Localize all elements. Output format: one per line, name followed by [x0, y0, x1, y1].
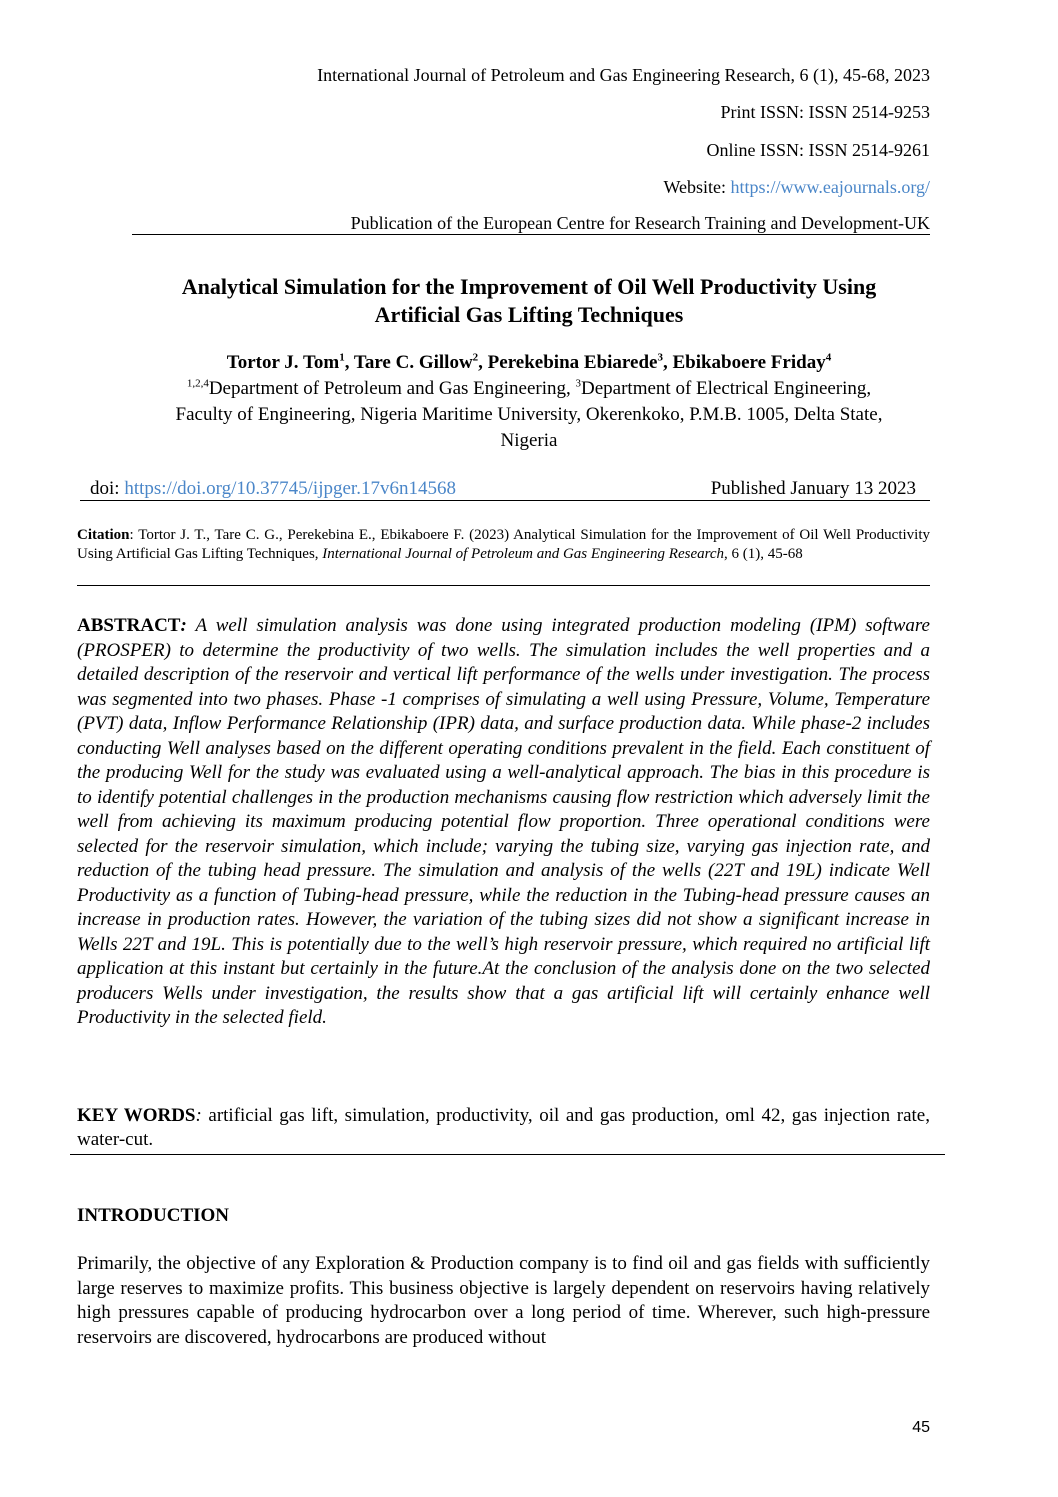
keywords-label: KEY WORDS — [77, 1105, 196, 1126]
affil-dept-petroleum: Department of Petroleum and Gas Engineering, — [208, 378, 576, 399]
author-2-affil: 2 — [472, 351, 479, 364]
abstract-text: A well simulation analysis was done using integrated production modeling (IPM) software (PROSPER) to determine the productivity of two wells. The simulation includes the well properties and a detailed description of the reservoir and vertical lift performance of the wells under investigation. The process was segmented into two phases. Phase -1 comprises of simulating a well using Pressure, Volume, Temperature (PVT) data, Inflow Performance Relationship (IPR) data, and surface production data. While phase-2 includes conducting Well analyses based on the different operating conditions prevalent in the field. Each constituent of the producing Well for the study was evaluated using a well-analytical approach. The bias in this procedure is to identify potential challenges in the production mechanisms causing flow restriction which adversely limit the well from achieving its maximum producing potential flow proportion. Three operational conditions were selected for the reservoir simulation, which include; varying the tubing size, varying gas injection rate, and reduction of the tubing head pressure. The simulation and analysis of the wells (22T and 19L) indicate Well Productivity as a function of Tubing-head pressure, while the reduction in the Tubing-head pressure causes an increase in production rates. However, the variation of the tubing sizes did not show a significant increase in Wells 22T and 19L. This is potentially due to the well’s high reservoir pressure, which required no artificial lift application at this instant but certainly in the future.At the conclusion of the analysis done on the two selected producers Wells under investigation, the results show that a gas artificial lift will certainly enhance well Productivity in the selected field. — [77, 615, 930, 1028]
website-link[interactable]: https://www.eajournals.org/ — [730, 177, 930, 197]
citation — [77, 526, 930, 564]
title-line-1: Analytical Simulation for the Improvement of Oil Well Productivity Using — [181, 274, 877, 299]
author-1: Tortor J. Tom — [226, 352, 340, 373]
abstract-colon: : — [180, 615, 187, 636]
website-line — [663, 176, 930, 198]
introduction-paragraph: Primarily, the objective of any Exploration & Production company is to find oil and gas fields with sufficiently large reserves to maximize profits. This business objective is largely dependent on reservoirs having relatively high pressures capable of producing hydrocarbon over a long period of time. Wherever, such high-pressure reservoirs are discovered, hydrocarbons are produced without — [77, 1253, 930, 1348]
citation-text: : Tortor J. T., Tare C. G., Perekebina E., Ebikaboere F. (2023) Analytical Simulation for the Improvement of Oil Well Productivity Using Artificial Gas Lifting Techniques, — [77, 527, 930, 562]
online-issn: Online ISSN: ISSN 2514-9261 — [706, 140, 930, 160]
author-4-affil: 4 — [825, 351, 832, 364]
affiliation-line-2: Faculty of Engineering, Nigeria Maritime University, Okerenkoko, P.M.B. 1005, Delta State, — [175, 404, 883, 425]
doi-row — [80, 477, 930, 501]
affiliation-line-3: Nigeria — [500, 430, 558, 451]
published-date: Published January 13 2023 — [710, 478, 916, 499]
affil-marker-2: 3 — [575, 377, 582, 390]
title-line-2: Artificial Gas Lifting Techniques — [374, 302, 684, 327]
citation-divider — [77, 585, 930, 586]
author-1-affil: 1 — [339, 351, 345, 364]
print-issn: Print ISSN: ISSN 2514-9253 — [720, 102, 930, 122]
citation-volume: , 6 (1), 45-68 — [724, 546, 803, 562]
affiliation-line-1 — [100, 376, 958, 402]
affil-marker-1: 1,2,4 — [186, 377, 209, 390]
author-sep: , — [662, 352, 673, 373]
author-4: Ebikaboere Friday — [672, 352, 826, 373]
affil-dept-electrical: Department of Electrical Engineering, — [581, 378, 872, 399]
keywords-text: artificial gas lift, simulation, productivity, oil and gas production, oml 42, gas injection rate, water-cut. — [77, 1105, 930, 1150]
author-sep: , — [478, 352, 488, 373]
author-list — [100, 351, 958, 375]
doi-link[interactable]: https://doi.org/10.37745/ijpger.17v6n14568 — [124, 478, 456, 499]
author-2: Tare C. Gillow — [353, 352, 473, 373]
affiliations — [100, 376, 958, 454]
publisher-line: Publication of the European Centre for Research Training and Development-UK — [132, 212, 930, 235]
page-number: 45 — [912, 1419, 930, 1436]
author-3: Perekebina Ebiarede — [487, 352, 658, 373]
keywords — [77, 1104, 930, 1152]
citation-journal: International Journal of Petroleum and Gas Engineering Research — [322, 546, 725, 562]
abstract — [77, 614, 930, 1031]
keywords-colon: : — [195, 1105, 202, 1126]
website-label: Website: — [663, 177, 731, 197]
author-3-affil: 3 — [657, 351, 663, 364]
citation-label: Citation — [77, 527, 130, 543]
keywords-divider — [70, 1154, 945, 1155]
introduction-heading: INTRODUCTION — [77, 1205, 230, 1226]
doi-label: doi: — [90, 478, 125, 499]
doi — [90, 477, 456, 500]
journal-citation-line: International Journal of Petroleum and Gas Engineering Research, 6 (1), 45-68, 2023 — [317, 65, 930, 85]
paper-title — [100, 273, 958, 329]
author-sep: , — [344, 352, 354, 373]
abstract-label: ABSTRACT — [77, 615, 181, 636]
